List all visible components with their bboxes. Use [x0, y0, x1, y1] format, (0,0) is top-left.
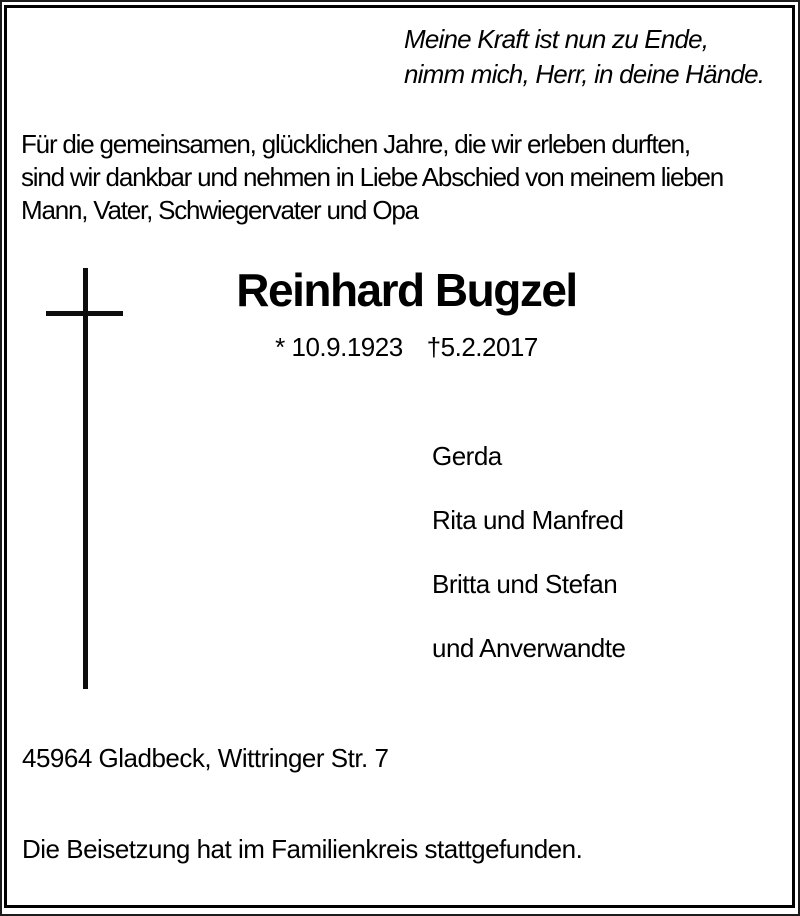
mourners-list [432, 424, 625, 680]
life-dates [0, 332, 800, 362]
address-line: 45964 Gladbeck, Wittringer Str. 7 [22, 743, 389, 773]
intro-line: Mann, Vater, Schwiegervater und Opa [21, 195, 418, 225]
verse-line: nimm mich, Herr, in deine Hände. [404, 59, 765, 89]
intro-line: sind wir dankbar und nehmen in Liebe Abschied von meinem lieben [21, 162, 724, 192]
introduction-text [21, 128, 723, 227]
mourner-line: und Anverwandte [432, 633, 626, 663]
birth-date: * 10.9.1923 [275, 332, 403, 362]
deceased-name: Reinhard Bugzel [236, 264, 577, 316]
memorial-verse [404, 22, 764, 92]
closing-line: Die Beisetzung hat im Familienkreis stattgefunden. [22, 834, 583, 864]
mourner-line: Gerda [432, 441, 502, 471]
verse-line: Meine Kraft ist nun zu Ende, [404, 24, 709, 54]
mourner-line: Britta und Stefan [432, 569, 618, 599]
intro-line: Für die gemeinsamen, glücklichen Jahre, die wir erleben durften, [21, 129, 690, 159]
mourner-line: Rita und Manfred [432, 505, 624, 535]
death-date: †5.2.2017 [426, 332, 538, 362]
